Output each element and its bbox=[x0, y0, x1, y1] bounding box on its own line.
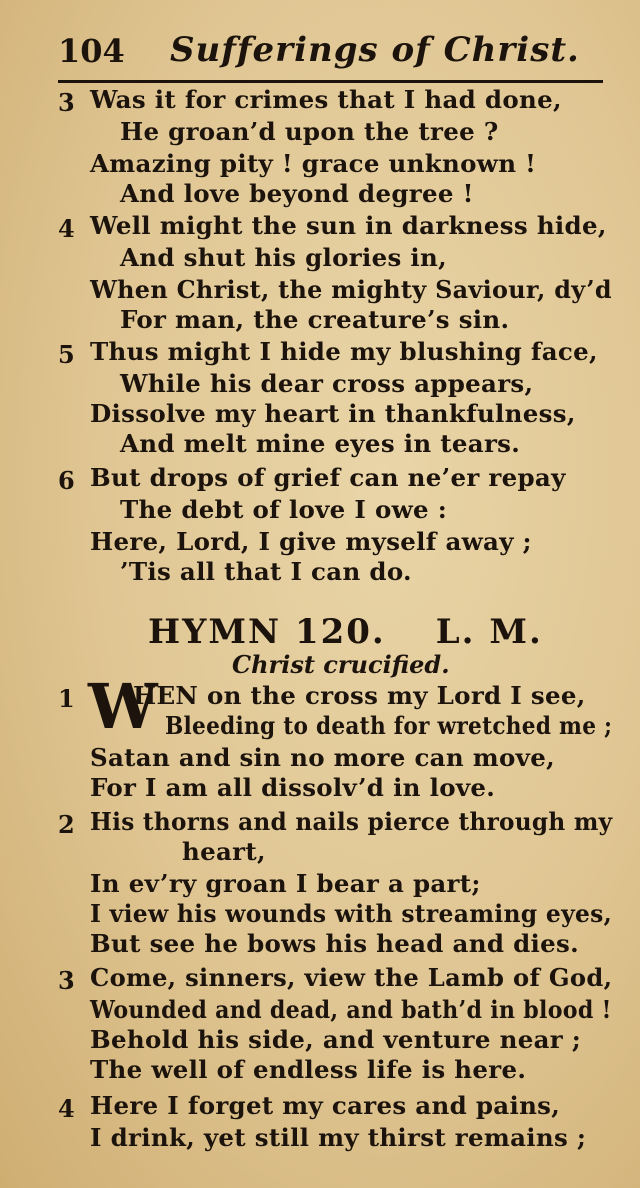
verse-number: 5 bbox=[58, 340, 75, 369]
verse-line: Dissolve my heart in thankfulness, bbox=[90, 399, 576, 428]
verse-line: When Christ, the mighty Saviour, dy’d bbox=[90, 275, 612, 304]
verse-line: In ev’ry groan I bear a part; bbox=[90, 869, 481, 898]
verse-line: Well might the sun in darkness hide, bbox=[90, 211, 607, 240]
verse-line: But see he bows his head and dies. bbox=[90, 929, 579, 958]
verse-line: Thus might I hide my blushing face, bbox=[90, 337, 598, 366]
verse-line: For I am all dissolv’d in love. bbox=[90, 773, 496, 802]
verse-number: 3 bbox=[58, 88, 75, 117]
verse-line: Was it for crimes that I had done, bbox=[90, 85, 562, 114]
verse-line: I view his wounds with streaming eyes, bbox=[90, 899, 613, 928]
running-title: Sufferings of Christ. bbox=[170, 30, 580, 70]
verse-line: Bleeding to death for wretched me ; bbox=[165, 711, 613, 740]
verse-line: And shut his glories in, bbox=[120, 243, 447, 272]
verse-line: He groan’d upon the tree ? bbox=[120, 117, 499, 146]
verse-line: Wounded and dead, and bath’d in blood ! bbox=[90, 995, 612, 1024]
page-header bbox=[58, 30, 603, 78]
verse-line: And melt mine eyes in tears. bbox=[120, 429, 521, 458]
verse-line: Here, Lord, I give myself away ; bbox=[90, 527, 532, 556]
verse-number: 3 bbox=[58, 966, 75, 995]
hymn-number: HYMN 120. bbox=[148, 612, 386, 652]
drop-cap: W bbox=[88, 670, 158, 743]
hymn-meter: L. M. bbox=[435, 612, 543, 652]
verse-line: HEN on the cross my Lord I see, bbox=[133, 681, 586, 710]
verse-line: For man, the creature’s sin. bbox=[120, 305, 510, 334]
verse-line: Come, sinners, view the Lamb of God, bbox=[90, 963, 613, 992]
verse-line: Satan and sin no more can move, bbox=[90, 743, 555, 772]
verse-number: 4 bbox=[58, 1094, 75, 1123]
hymn-subtitle: Christ crucified. bbox=[232, 650, 450, 679]
verse-line: Behold his side, and venture near ; bbox=[90, 1025, 582, 1054]
verse-line: heart, bbox=[182, 837, 266, 866]
verse-line: I drink, yet still my thirst remains ; bbox=[90, 1123, 587, 1152]
verse-line: The debt of love I owe : bbox=[120, 495, 448, 524]
verse-number: 6 bbox=[58, 466, 75, 495]
verse-line: His thorns and nails pierce through my bbox=[90, 807, 613, 836]
verse-line: Amazing pity ! grace unknown ! bbox=[90, 149, 537, 178]
verse-line: ’Tis all that I can do. bbox=[120, 557, 412, 586]
verse-line: But drops of grief can ne’er repay bbox=[90, 463, 566, 492]
verse-number: 1 bbox=[58, 684, 75, 713]
verse-line: And love beyond degree ! bbox=[120, 179, 474, 208]
verse-line: Here I forget my cares and pains, bbox=[90, 1091, 561, 1120]
verse-number: 2 bbox=[58, 810, 75, 839]
page-number: 104 bbox=[58, 32, 125, 70]
verse-line: The well of endless life is here. bbox=[90, 1055, 527, 1084]
verse-line: While his dear cross appears, bbox=[120, 369, 534, 398]
verse-number: 4 bbox=[58, 214, 75, 243]
header-rule bbox=[58, 80, 603, 83]
hymn-title bbox=[148, 612, 543, 652]
